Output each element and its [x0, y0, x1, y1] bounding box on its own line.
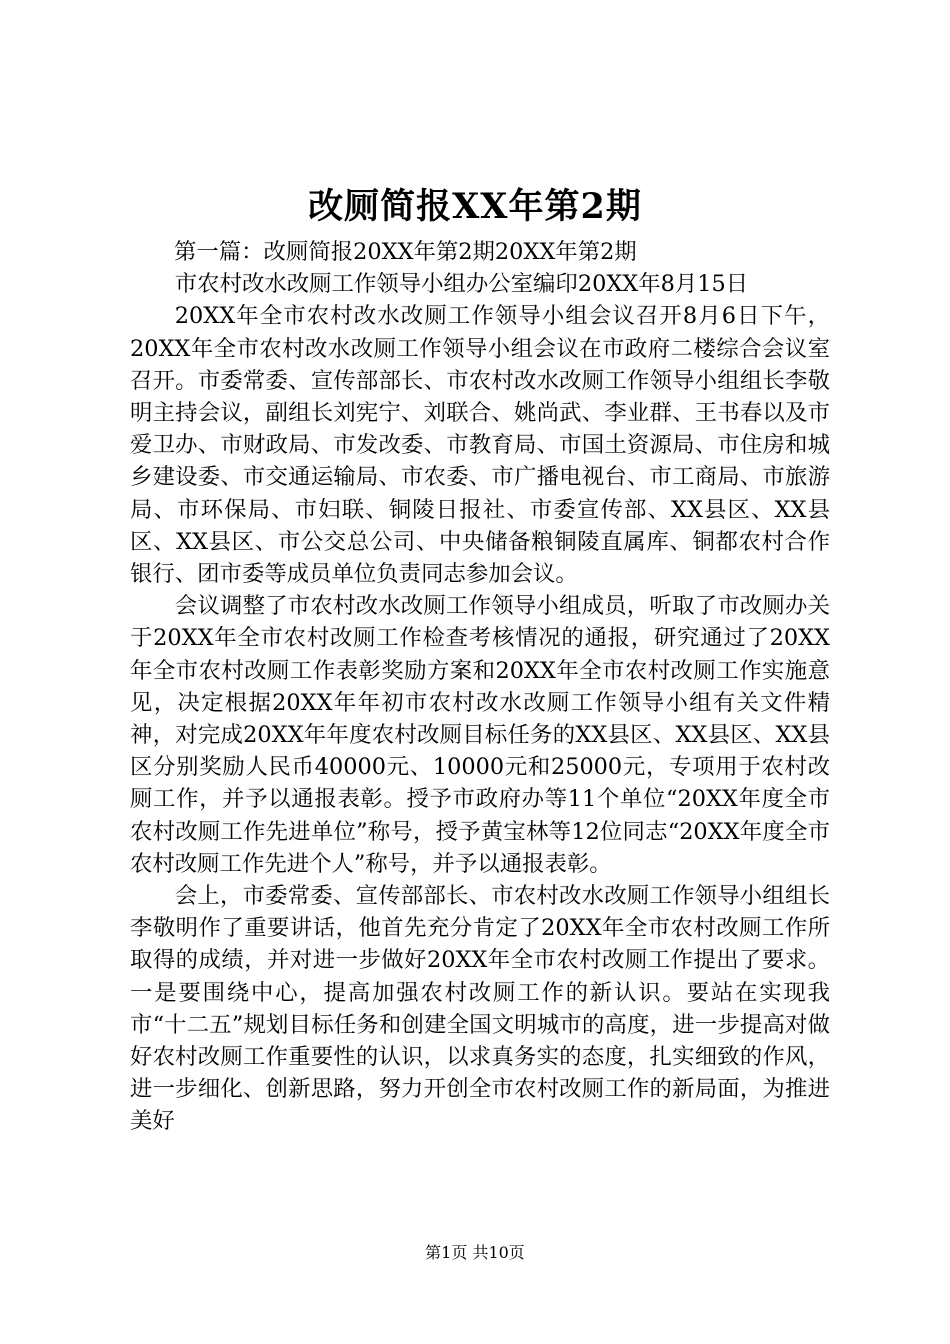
issuer-line: 市农村改水改厕工作领导小组办公室编印20XX年8月15日 [174, 271, 749, 298]
document-title: 改厕简报XX年第2期 [308, 186, 642, 227]
body-paragraph-3: 会上，市委常委、宣传部部长、市农村改水改厕工作领导小组组长李敬明作了重要讲话，他首先充分肯定了20XX年全市农村改厕工作所取得的成绩，并对进一步做好20XX年全市农村改厕工作提出了要求。一是要围绕中心，提高加强农村改厕工作的新认识。要站在实现我市“十二五”规划目标任务和创建全国文明城市的高度，进一步提高对做好农村改厕工作重要性的认识，以求真务实的态度，扎实细致的作风，进一步细化、创新思路，努力开创全市农村改厕工作的新局面，为推进美好 [130, 883, 830, 1135]
body-paragraph-2: 会议调整了市农村改水改厕工作领导小组成员，听取了市改厕办关于20XX年全市农村改厕工作检查考核情况的通报，研究通过了20XX年全市农村改厕工作表彰奖励方案和20XX年全市农村改厕工作实施意见，决定根据20XX年年初市农村改水改厕工作领导小组有关文件精神，对完成20XX年年度农村改厕目标任务的XX县区、XX县区、XX县区分别奖励人民币40000元、10000元和25000元，专项用于农村改厕工作，并予以通报表彰。授予市政府办等11个单位“20XX年度全市农村改厕工作先进单位”称号，授予黄宝林等12位同志“20XX年度全市农村改厕工作先进个人”称号，并予以通报表彰。 [130, 593, 830, 877]
page-footer: 第1页 共10页 [425, 1243, 525, 1262]
section-heading: 第一篇：改厕简报20XX年第2期20XX年第2期 [174, 239, 637, 265]
document-body [130, 236, 830, 1138]
body-paragraph-1: 20XX年全市农村改水改厕工作领导小组会议召开8月6日下午，20XX年全市农村改水改厕工作领导小组会议在市政府二楼综合会议室召开。市委常委、宣传部部长、市农村改水改厕工作领导小组组长李敬明主持会议，副组长刘宪宁、刘联合、姚尚武、李业群、王书春以及市爱卫办、市财政局、市发改委、市教育局、市国土资源局、市住房和城乡建设委、市交通运输局、市农委、市广播电视台、市工商局、市旅游局、市环保局、市妇联、铜陵日报社、市委宣传部、XX县区、XX县区、XX县区、市公交总公司、中央储备粮铜陵直属库、铜都农村合作银行、团市委等成员单位负责同志参加会议。 [130, 303, 830, 588]
